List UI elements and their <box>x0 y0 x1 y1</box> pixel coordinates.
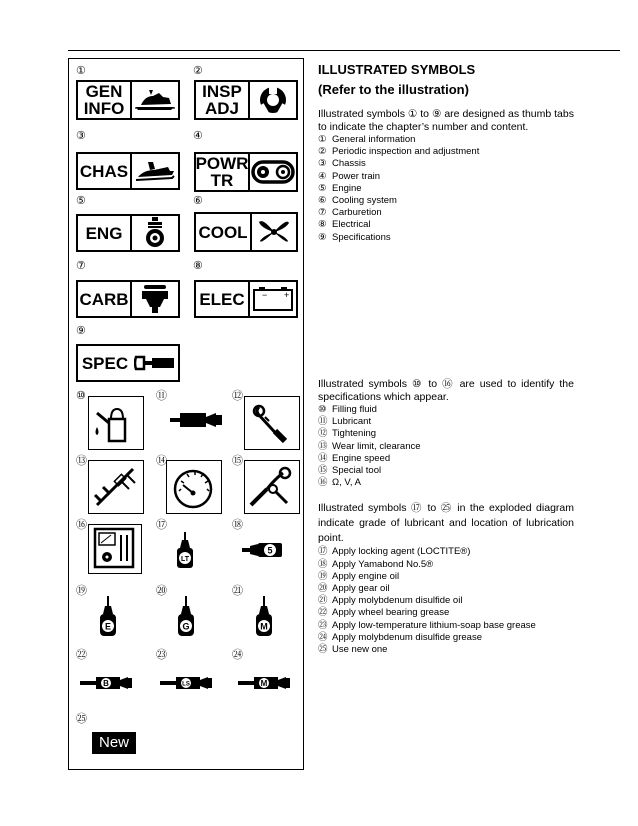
symbol-number: ⑱ <box>232 519 243 531</box>
list-item-number: ② <box>318 146 327 158</box>
tab-label: ENG <box>78 216 132 250</box>
caliper-icon <box>88 460 144 514</box>
loctite-bottle-icon <box>174 530 196 570</box>
list-item <box>318 465 574 477</box>
list-item-number: ③ <box>318 158 327 170</box>
page-title: ILLUSTRATED SYMBOLS <box>318 62 476 77</box>
tab-number: ⑥ <box>193 195 203 207</box>
tab-gen-info <box>76 80 180 120</box>
list-item <box>318 620 574 632</box>
list-item <box>318 416 574 428</box>
symbol-number: ㉓ <box>156 649 167 661</box>
list-item-text: Apply molybdenum disulfide grease <box>332 631 482 643</box>
special-tool-icon <box>244 460 300 514</box>
tab-number: ⑧ <box>193 260 203 272</box>
symbol-number: ⑪ <box>156 390 167 402</box>
list-item-text: Apply Yamabond No.5® <box>332 558 434 570</box>
list-item <box>318 232 574 244</box>
symbol-list <box>318 404 574 489</box>
grease-gun-icon <box>236 674 292 692</box>
list-item-text: Special tool <box>332 465 382 477</box>
symbol-number: ㉒ <box>76 649 87 661</box>
list-item-text: Apply engine oil <box>332 570 400 582</box>
list-item-text: Engine <box>332 182 362 194</box>
list-item-text: Chassis <box>332 158 366 170</box>
list-item-text: Ω, V, A <box>332 477 361 489</box>
list-item-number: ⑬ <box>318 440 328 452</box>
tab-insp-adj <box>194 80 298 120</box>
list-item <box>318 441 574 453</box>
list-item <box>318 559 574 571</box>
torque-wrench-icon <box>244 396 300 450</box>
tab-powr-tr <box>194 152 298 192</box>
tachometer-icon <box>166 460 222 514</box>
top-rule <box>68 50 620 51</box>
list-item-text: General information <box>332 134 416 145</box>
battery-minus-label: − <box>262 290 268 300</box>
symbol-number: ⑫ <box>232 390 243 402</box>
fan-icon <box>252 214 296 250</box>
multimeter-icon <box>88 524 142 574</box>
list-item-number: ⑱ <box>318 558 328 570</box>
text-column <box>318 62 574 244</box>
list-item-number: ㉕ <box>318 644 328 656</box>
paragraph: Illustrated symbols ① to ⑨ are designed as thumb tabs to indicate the chapter’s number and content. <box>318 108 574 133</box>
paragraph: Illustrated symbols ⑰ to ㉕ in the exploded diagram indicate grade of lubricant and location of lubrication point. <box>318 502 574 545</box>
tab-number: ⑨ <box>76 325 86 337</box>
list-item-number: ㉔ <box>318 631 328 643</box>
tab-elec <box>194 280 298 318</box>
drive-belt-icon <box>250 154 296 190</box>
list-item <box>318 571 574 583</box>
list-item <box>318 207 574 219</box>
symbol-list <box>318 546 574 656</box>
bottle-mark: LT <box>180 556 190 563</box>
tab-label: GEN INFO <box>78 82 132 118</box>
list-item-number: ⑫ <box>318 428 328 440</box>
list-item-number: ⑥ <box>318 195 327 207</box>
grease-mark: B <box>103 679 109 688</box>
list-item <box>318 158 574 170</box>
list-item-number: ⑦ <box>318 207 327 219</box>
list-item-text: Specifications <box>332 231 391 243</box>
battery-icon <box>250 282 296 316</box>
list-item-text: Apply molybdenum disulfide oil <box>332 595 463 607</box>
list-item-number: ④ <box>318 170 327 182</box>
list-item <box>318 219 574 231</box>
list-item-text: Engine speed <box>332 452 391 464</box>
list-item-text: Cooling system <box>332 195 397 207</box>
list-item-number: ⑭ <box>318 452 328 464</box>
tab-spec <box>76 344 180 382</box>
symbol-number: ⑭ <box>156 455 167 467</box>
snowmobile-icon <box>132 82 178 118</box>
symbol-number: ⑲ <box>76 585 87 597</box>
list-item-text: Wear limit, clearance <box>332 440 421 452</box>
bottle-mark: M <box>260 621 268 632</box>
paragraph: Illustrated symbols ⑩ to ⑯ are used to identify the specifications which appear. <box>318 378 574 403</box>
oil-bottle-icon <box>96 594 120 638</box>
list-item-number: ⑳ <box>318 583 328 595</box>
tab-number: ① <box>76 65 86 77</box>
list-item-text: Carburetion <box>332 207 382 219</box>
list-item-number: ⑩ <box>318 404 327 415</box>
list-item <box>318 183 574 195</box>
grease-mark: M <box>260 679 268 688</box>
list-item <box>318 195 574 207</box>
list-item-text: Lubricant <box>332 416 372 428</box>
oil-can-icon <box>88 396 144 450</box>
list-item-number: ⑲ <box>318 570 328 582</box>
list-item-text: Apply wheel bearing grease <box>332 607 450 619</box>
grease-gun-icon <box>78 674 134 692</box>
list-item-text: Periodic inspection and adjustment <box>332 146 480 158</box>
symbol-number: ⑳ <box>156 585 167 597</box>
list-item-number: ㉑ <box>318 595 328 607</box>
bottle-mark: E <box>104 621 112 632</box>
tab-eng <box>76 214 180 252</box>
list-item-number: ㉓ <box>318 619 328 631</box>
page-subtitle: (Refer to the illustration) <box>318 82 469 97</box>
list-item-text: Power train <box>332 170 381 182</box>
grease-gun-icon <box>158 674 214 692</box>
tab-carb <box>76 280 180 318</box>
tab-label: CHAS <box>78 154 132 188</box>
oil-bottle-icon <box>174 594 198 638</box>
symbol-number: ⑰ <box>156 519 167 531</box>
list-item-number: ⑪ <box>318 416 328 428</box>
tab-number: ⑤ <box>76 195 86 207</box>
list-item-number: ⑤ <box>318 182 327 194</box>
symbol-number: ⑩ <box>76 390 86 402</box>
new-part-badge: New <box>92 732 136 754</box>
list-item-number: ⑮ <box>318 465 328 477</box>
oil-bottle-icon <box>252 594 276 638</box>
tab-number: ② <box>193 65 203 77</box>
list-item-number: ① <box>318 134 327 145</box>
list-item-number: ㉒ <box>318 607 328 619</box>
tab-label: POWR TR <box>195 154 249 190</box>
tab-number: ⑦ <box>76 260 86 272</box>
list-item <box>318 546 574 558</box>
symbol-number: ⑬ <box>76 455 87 467</box>
battery-plus-label: + <box>284 290 290 300</box>
tab-label: CARB <box>78 282 132 316</box>
tab-number: ③ <box>76 130 86 142</box>
list-item <box>318 595 574 607</box>
list-item-text: Use new one <box>332 644 388 656</box>
wrench-icon <box>250 82 296 118</box>
tab-chas <box>76 152 180 190</box>
symbol-number: ⑯ <box>76 519 87 531</box>
bottle-mark: G <box>182 621 190 632</box>
list-item <box>318 477 574 489</box>
list-item <box>318 607 574 619</box>
grease-mark: LS <box>182 681 190 688</box>
micrometer-icon <box>132 346 178 380</box>
spark-plug-icon <box>132 216 178 250</box>
list-item-number: ⑨ <box>318 231 327 243</box>
list-item <box>318 404 574 416</box>
tab-label: INSP ADJ <box>196 82 250 118</box>
symbol-number: ⑮ <box>232 455 243 467</box>
list-item-number: ⑧ <box>318 219 327 231</box>
list-item-number: ⑰ <box>318 546 328 558</box>
symbol-number: ㉔ <box>232 649 243 661</box>
sealant-tube-icon <box>240 540 284 560</box>
tab-label: ELEC <box>196 282 250 316</box>
list-item-text: Electrical <box>332 219 371 231</box>
list-item <box>318 583 574 595</box>
tab-label: SPEC <box>81 353 129 373</box>
list-item <box>318 171 574 183</box>
symbol-number: ㉕ <box>76 713 87 725</box>
list-item <box>318 134 574 146</box>
list-item <box>318 428 574 440</box>
list-item-text: Apply low-temperature lithium-soap base grease <box>332 619 536 631</box>
list-item-text: Tightening <box>332 428 377 440</box>
list-item-text: Filling fluid <box>332 404 377 415</box>
lubricant-gun-icon <box>168 405 224 435</box>
tab-label: COOL <box>196 214 252 250</box>
ski-chassis-icon <box>132 154 178 188</box>
list-item-number: ⑯ <box>318 477 328 489</box>
list-item <box>318 632 574 644</box>
list-item-text: Apply gear oil <box>332 583 390 595</box>
list-item <box>318 146 574 158</box>
tab-number: ④ <box>193 130 203 142</box>
list-item-text: Apply locking agent (LOCTITE®) <box>332 546 471 558</box>
symbol-number: ㉑ <box>232 585 243 597</box>
text-column <box>318 378 574 656</box>
carburetor-icon <box>132 282 178 316</box>
symbol-list <box>318 134 574 244</box>
tab-cool <box>194 212 298 252</box>
tube-mark: 5 <box>267 545 273 556</box>
list-item <box>318 453 574 465</box>
list-item <box>318 644 574 656</box>
